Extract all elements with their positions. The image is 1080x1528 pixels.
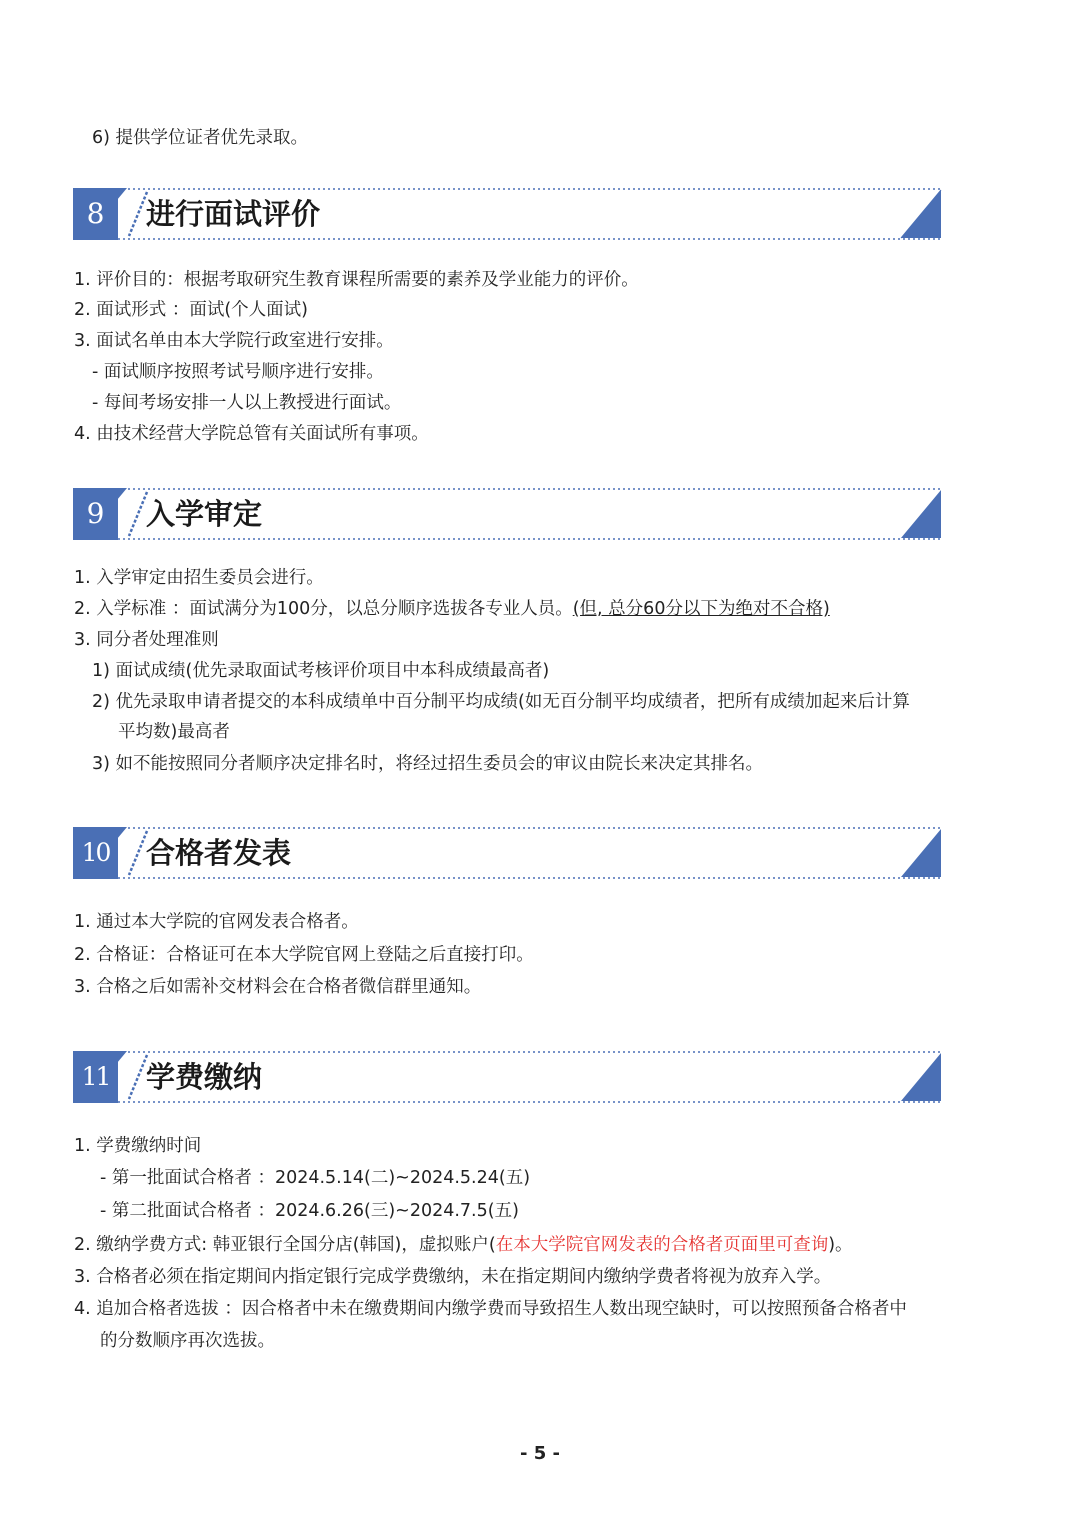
s11-line-4: 4. 追加合格者选拔 ：因合格者中未在缴费期间内缴学费而导致招生人数出现空缺时，可以按照预备合格者中 <box>74 1299 907 1319</box>
s9-sub-2-cont: 平均数)最高者 <box>118 722 230 742</box>
section-11-header <box>73 1051 943 1103</box>
s10-line-1: 1. 通过本大学院的官网发表合格者。 <box>74 912 359 932</box>
s9-line-3: 3. 同分者处理准则 <box>74 630 219 650</box>
s9-sub-1: 1) 面试成绩(优先录取面试考核评价项目中本科成绩最高者) <box>92 661 550 681</box>
section-9-header <box>73 488 943 540</box>
section-number: 10 <box>81 838 110 867</box>
section-title: 入学审定 <box>146 497 263 531</box>
section-number: 11 <box>81 1062 110 1091</box>
s8-line-3: 3. 面试名单由本大学院行政室进行安排。 <box>74 331 394 351</box>
admission-standard: 2. 入学标准 ：面试满分为100分，以总分顺序选拔各专业人员。 <box>74 599 573 619</box>
s11-line-4-cont: 的分数顺序再次选拔。 <box>100 1331 275 1351</box>
s10-line-2: 2. 合格证：合格证可在本大学院官网上登陆之后直接打印。 <box>74 945 534 965</box>
page-number: - 5 - <box>520 1443 560 1464</box>
s8-line-2: 2. 面试形式 ：面试(个人面试) <box>74 300 308 320</box>
s8-line-1: 1. 评价目的：根据考取研究生教育课程所需要的素养及学业能力的评价。 <box>74 270 639 290</box>
section-number: 8 <box>86 197 105 230</box>
s11-line-3: 3. 合格者必须在指定期间内指定银行完成学费缴纳，未在指定期间内缴纳学费者将视为放弃入学。 <box>74 1267 832 1287</box>
section-title: 学费缴纳 <box>146 1060 263 1094</box>
s10-line-3: 3. 合格之后如需补交材料会在合格者微信群里通知。 <box>74 977 482 997</box>
intro-item-6: 6) 提供学位证者优先录取。 <box>92 128 309 148</box>
s11-sub-1: - 第一批面试合格者 ：2024.5.14(二)~2024.5.24(五) <box>100 1168 531 1188</box>
s8-line-4: 4. 由技术经营大学院总管有关面试所有事项。 <box>74 424 429 444</box>
payment-method: 2. 缴纳学费方式: 韩亚银行全国分店(韩国)，虚拟账户( <box>74 1235 496 1255</box>
s9-line-1: 1. 入学审定由招生委员会进行。 <box>74 568 324 588</box>
section-title: 进行面试评价 <box>146 197 321 231</box>
payment-end: )。 <box>828 1235 853 1255</box>
s11-line-2 <box>74 1233 853 1257</box>
s9-line-2 <box>74 597 830 621</box>
section-10-header <box>73 827 943 879</box>
s11-sub-2: - 第二批面试合格者 ：2024.6.26(三)~2024.7.5(五) <box>100 1201 519 1221</box>
section-title: 合格者发表 <box>146 836 292 870</box>
s9-sub-2: 2) 优先录取申请者提交的本科成绩单中百分制平均成绩(如无百分制平均成绩者，把所有成绩加起来后计算 <box>92 692 910 712</box>
section-8-header <box>73 188 943 240</box>
s8-sub-2: - 每间考场安排一人以上教授进行面试。 <box>92 393 402 413</box>
s9-sub-3: 3) 如不能按照同分者顺序决定排名时，将经过招生委员会的审议由院长来决定其排名。 <box>92 754 764 774</box>
s11-line-1: 1. 学费缴纳时间 <box>74 1136 202 1156</box>
section-number: 9 <box>86 497 105 530</box>
payment-note: 在本大学院官网发表的合格者页面里可查询 <box>495 1235 829 1255</box>
s8-sub-1: - 面试顺序按照考试号顺序进行安排。 <box>92 362 384 382</box>
fail-note: (但, 总分60分以下为绝对不合格) <box>572 599 830 619</box>
